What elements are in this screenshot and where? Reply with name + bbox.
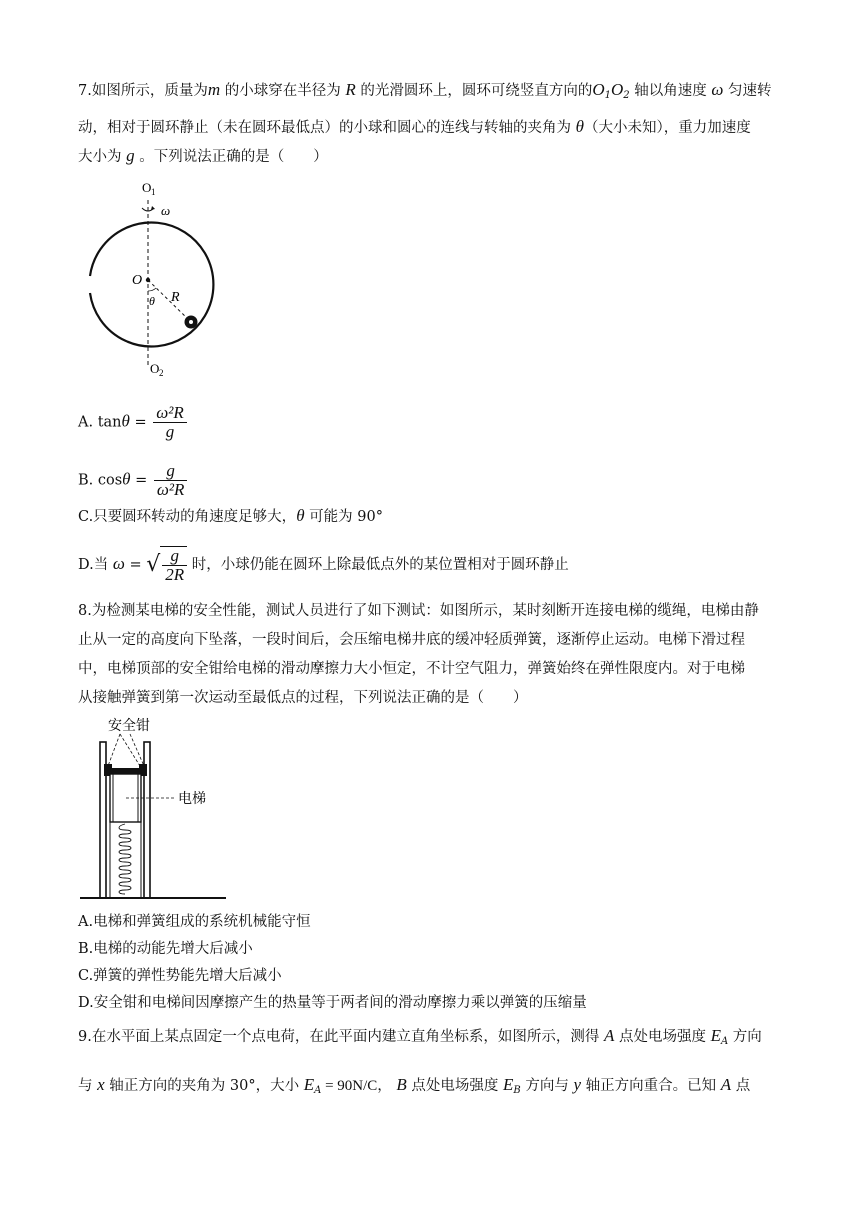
q8-stem-line-2: 止从一定的高度向下坠落，一段时间后，会压缩电梯井底的缓冲轻质弹簧，逐渐停止运动。电梯下滑过程 bbox=[78, 632, 745, 648]
text-run: 的光滑圆环上，圆环可绕竖直方向的 bbox=[355, 83, 593, 99]
q8-option-c[interactable]: C.弹簧的弹性势能先增大后减小 bbox=[78, 968, 282, 984]
q8-option-d[interactable]: D.安全钳和电梯间因摩擦产生的热量等于两者间的滑动摩擦力乘以弹簧的压缩量 bbox=[78, 995, 587, 1011]
text-run: 7.如图所示，质量为 bbox=[78, 83, 208, 99]
buffer-spring bbox=[119, 824, 131, 894]
text-run: E bbox=[303, 1075, 315, 1094]
svg-text:θ: θ bbox=[149, 294, 155, 308]
text-run: E bbox=[503, 1075, 514, 1094]
text-run: 。下列说法正确的是（ ） bbox=[134, 149, 328, 165]
text-run: 9.在水平面上某点固定一个点电荷，在此平面内建立直角坐标系，如图所示，测得 bbox=[78, 1029, 604, 1045]
rotating-ring-figure bbox=[80, 178, 230, 382]
text-run: 1 bbox=[604, 90, 611, 101]
elevator-figure bbox=[78, 712, 228, 906]
q8-stem-line-1: 8.为检测某电梯的安全性能，测试人员进行了如下测试：如图所示，某时刻断开连接电梯的缆绳，电梯由静 bbox=[78, 603, 759, 619]
text-run: （大小未知），重力加速度 bbox=[583, 120, 751, 136]
svg-text:R: R bbox=[171, 290, 180, 305]
text-run: x bbox=[97, 1075, 105, 1094]
text-run: ， bbox=[377, 1078, 397, 1094]
center-point bbox=[146, 278, 150, 282]
svg-text:2: 2 bbox=[159, 368, 164, 378]
text-run: A bbox=[603, 1026, 615, 1045]
text-run: 轴正方向的夹角为 30°，大小 bbox=[104, 1078, 304, 1094]
text-run: 轴正方向重合。已知 bbox=[581, 1078, 721, 1094]
text-run: 点处电场强度 bbox=[406, 1078, 503, 1094]
q7-option-b[interactable]: B. cosθ = $\frac{g}{\text{ω²R}}$ bbox=[78, 462, 189, 499]
text-run: = 90N/C bbox=[321, 1078, 378, 1094]
q7-stem-line-2 bbox=[78, 117, 751, 138]
q7-option-c[interactable]: C.只要圆环转动的角速度足够大，θ 可能为 90° bbox=[78, 506, 383, 525]
text-run: E bbox=[710, 1026, 721, 1045]
q8-option-b[interactable]: B.电梯的动能先增大后减小 bbox=[78, 941, 253, 957]
text-run: 大小为 bbox=[78, 149, 127, 165]
q7-stem-line-3 bbox=[78, 146, 328, 167]
q8-stem-line-3: 中，电梯顶部的安全钳给电梯的滑动摩擦力大小恒定，不计空气阻力，弹簧始终在弹性限度内。对于电梯 bbox=[78, 661, 745, 677]
q7-stem-line-1 bbox=[78, 80, 772, 106]
q9-stem-line-1 bbox=[78, 1026, 762, 1052]
q9-stem-line-2 bbox=[78, 1075, 750, 1101]
svg-text:电梯: 电梯 bbox=[178, 792, 206, 807]
ring-shape bbox=[90, 223, 213, 347]
text-run: 的小球穿在半径为 bbox=[220, 83, 346, 99]
q7-option-d[interactable]: D.当 ω = √ $\frac{g}{2R}$ 时，小球仍能在圆环上除最低点外的某位置相对于圆环静止 bbox=[78, 546, 569, 584]
text-run: 方向与 bbox=[520, 1078, 574, 1094]
text-run: 2 bbox=[623, 90, 630, 101]
text-run: m bbox=[207, 80, 221, 99]
text-run: B bbox=[396, 1075, 407, 1094]
text-run: θ bbox=[575, 117, 584, 136]
text-run: g bbox=[126, 146, 135, 165]
svg-text:O: O bbox=[150, 361, 160, 376]
text-run: y bbox=[573, 1075, 582, 1094]
q7-option-a[interactable]: A. tanθ = $\frac{\text{ω²R}}{g}$ bbox=[78, 404, 189, 441]
svg-text:ω: ω bbox=[161, 203, 171, 218]
text-run: 动，相对于圆环静止（未在圆环最低点）的小球和圆心的连线与转轴的夹角为 bbox=[78, 120, 576, 136]
text-run: 点 bbox=[731, 1078, 751, 1094]
svg-text:安全钳: 安全钳 bbox=[108, 719, 150, 734]
text-run: A bbox=[314, 1085, 322, 1096]
q8-stem-line-4: 从接触弹簧到第一次运动至最低点的过程，下列说法正确的是（ ） bbox=[78, 690, 528, 706]
text-run: 点处电场强度 bbox=[614, 1029, 711, 1045]
text-run: 方向 bbox=[728, 1029, 762, 1045]
text-run: R bbox=[345, 80, 356, 99]
text-run: 轴以角速度 bbox=[629, 83, 712, 99]
q8-option-a[interactable]: A.电梯和弹簧组成的系统机械能守恒 bbox=[78, 914, 311, 930]
text-run: A bbox=[720, 1036, 729, 1047]
text-run: B bbox=[513, 1085, 521, 1096]
text-run: 匀速转 bbox=[723, 83, 772, 99]
text-run: O bbox=[611, 80, 624, 99]
svg-text:O: O bbox=[142, 180, 152, 195]
text-run: O bbox=[592, 80, 605, 99]
text-run: 与 bbox=[78, 1078, 98, 1094]
text-run: A bbox=[720, 1075, 732, 1094]
text-run: ω bbox=[711, 80, 724, 99]
svg-text:1: 1 bbox=[151, 187, 156, 197]
svg-text:O: O bbox=[132, 273, 143, 288]
